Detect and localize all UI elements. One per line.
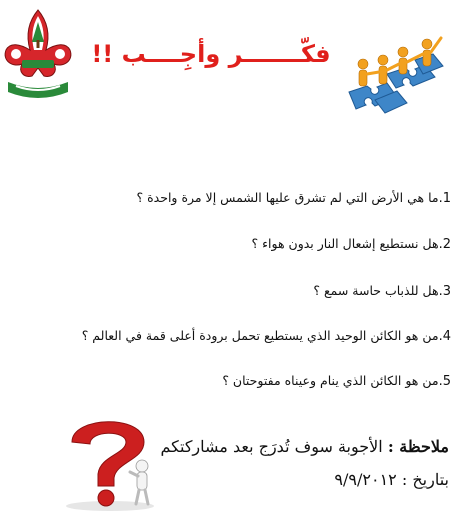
question-text: ما هي الأرض التي لم تشرق عليها الشمس إلا مرة واحدة ؟ — [136, 190, 439, 205]
question-text: من هو الكائن الوحيد الذي يستطيع تحمل برودة أعلى قمة في العالم ؟ — [81, 328, 439, 343]
question-2 — [252, 236, 451, 252]
question-4 — [82, 328, 451, 344]
date-value: ٩/٩/٢٠١٢ — [334, 470, 397, 489]
question-number: 5. — [438, 374, 451, 389]
question-number: 3. — [438, 284, 451, 299]
question-text: هل للذباب حاسة سمع ؟ — [313, 283, 439, 298]
date-label: بتاريخ : — [401, 470, 449, 489]
question-1 — [137, 190, 451, 206]
date-line — [334, 470, 449, 489]
question-number: 2. — [438, 237, 451, 252]
question-number: 1. — [438, 191, 451, 206]
note-label: ملاحظة : — [387, 437, 449, 456]
note-text: الأجوبة سوف تُدرَج بعد مشاركتكم — [160, 437, 383, 456]
question-5 — [222, 373, 451, 389]
question-text: من هو الكائن الذي ينام وعيناه مفتوحتان ؟ — [222, 373, 439, 388]
question-mark-figure-icon — [50, 408, 165, 512]
question-3 — [313, 283, 451, 299]
people-on-puzzle-icon — [345, 30, 455, 120]
page-title: فكّـــــــر وأجِــــب !! — [91, 40, 331, 68]
scout-emblem-icon — [2, 6, 74, 104]
question-text: هل نستطيع إشعال النار بدون هواء ؟ — [251, 236, 439, 251]
note-line — [161, 437, 450, 456]
question-number: 4. — [438, 329, 451, 344]
